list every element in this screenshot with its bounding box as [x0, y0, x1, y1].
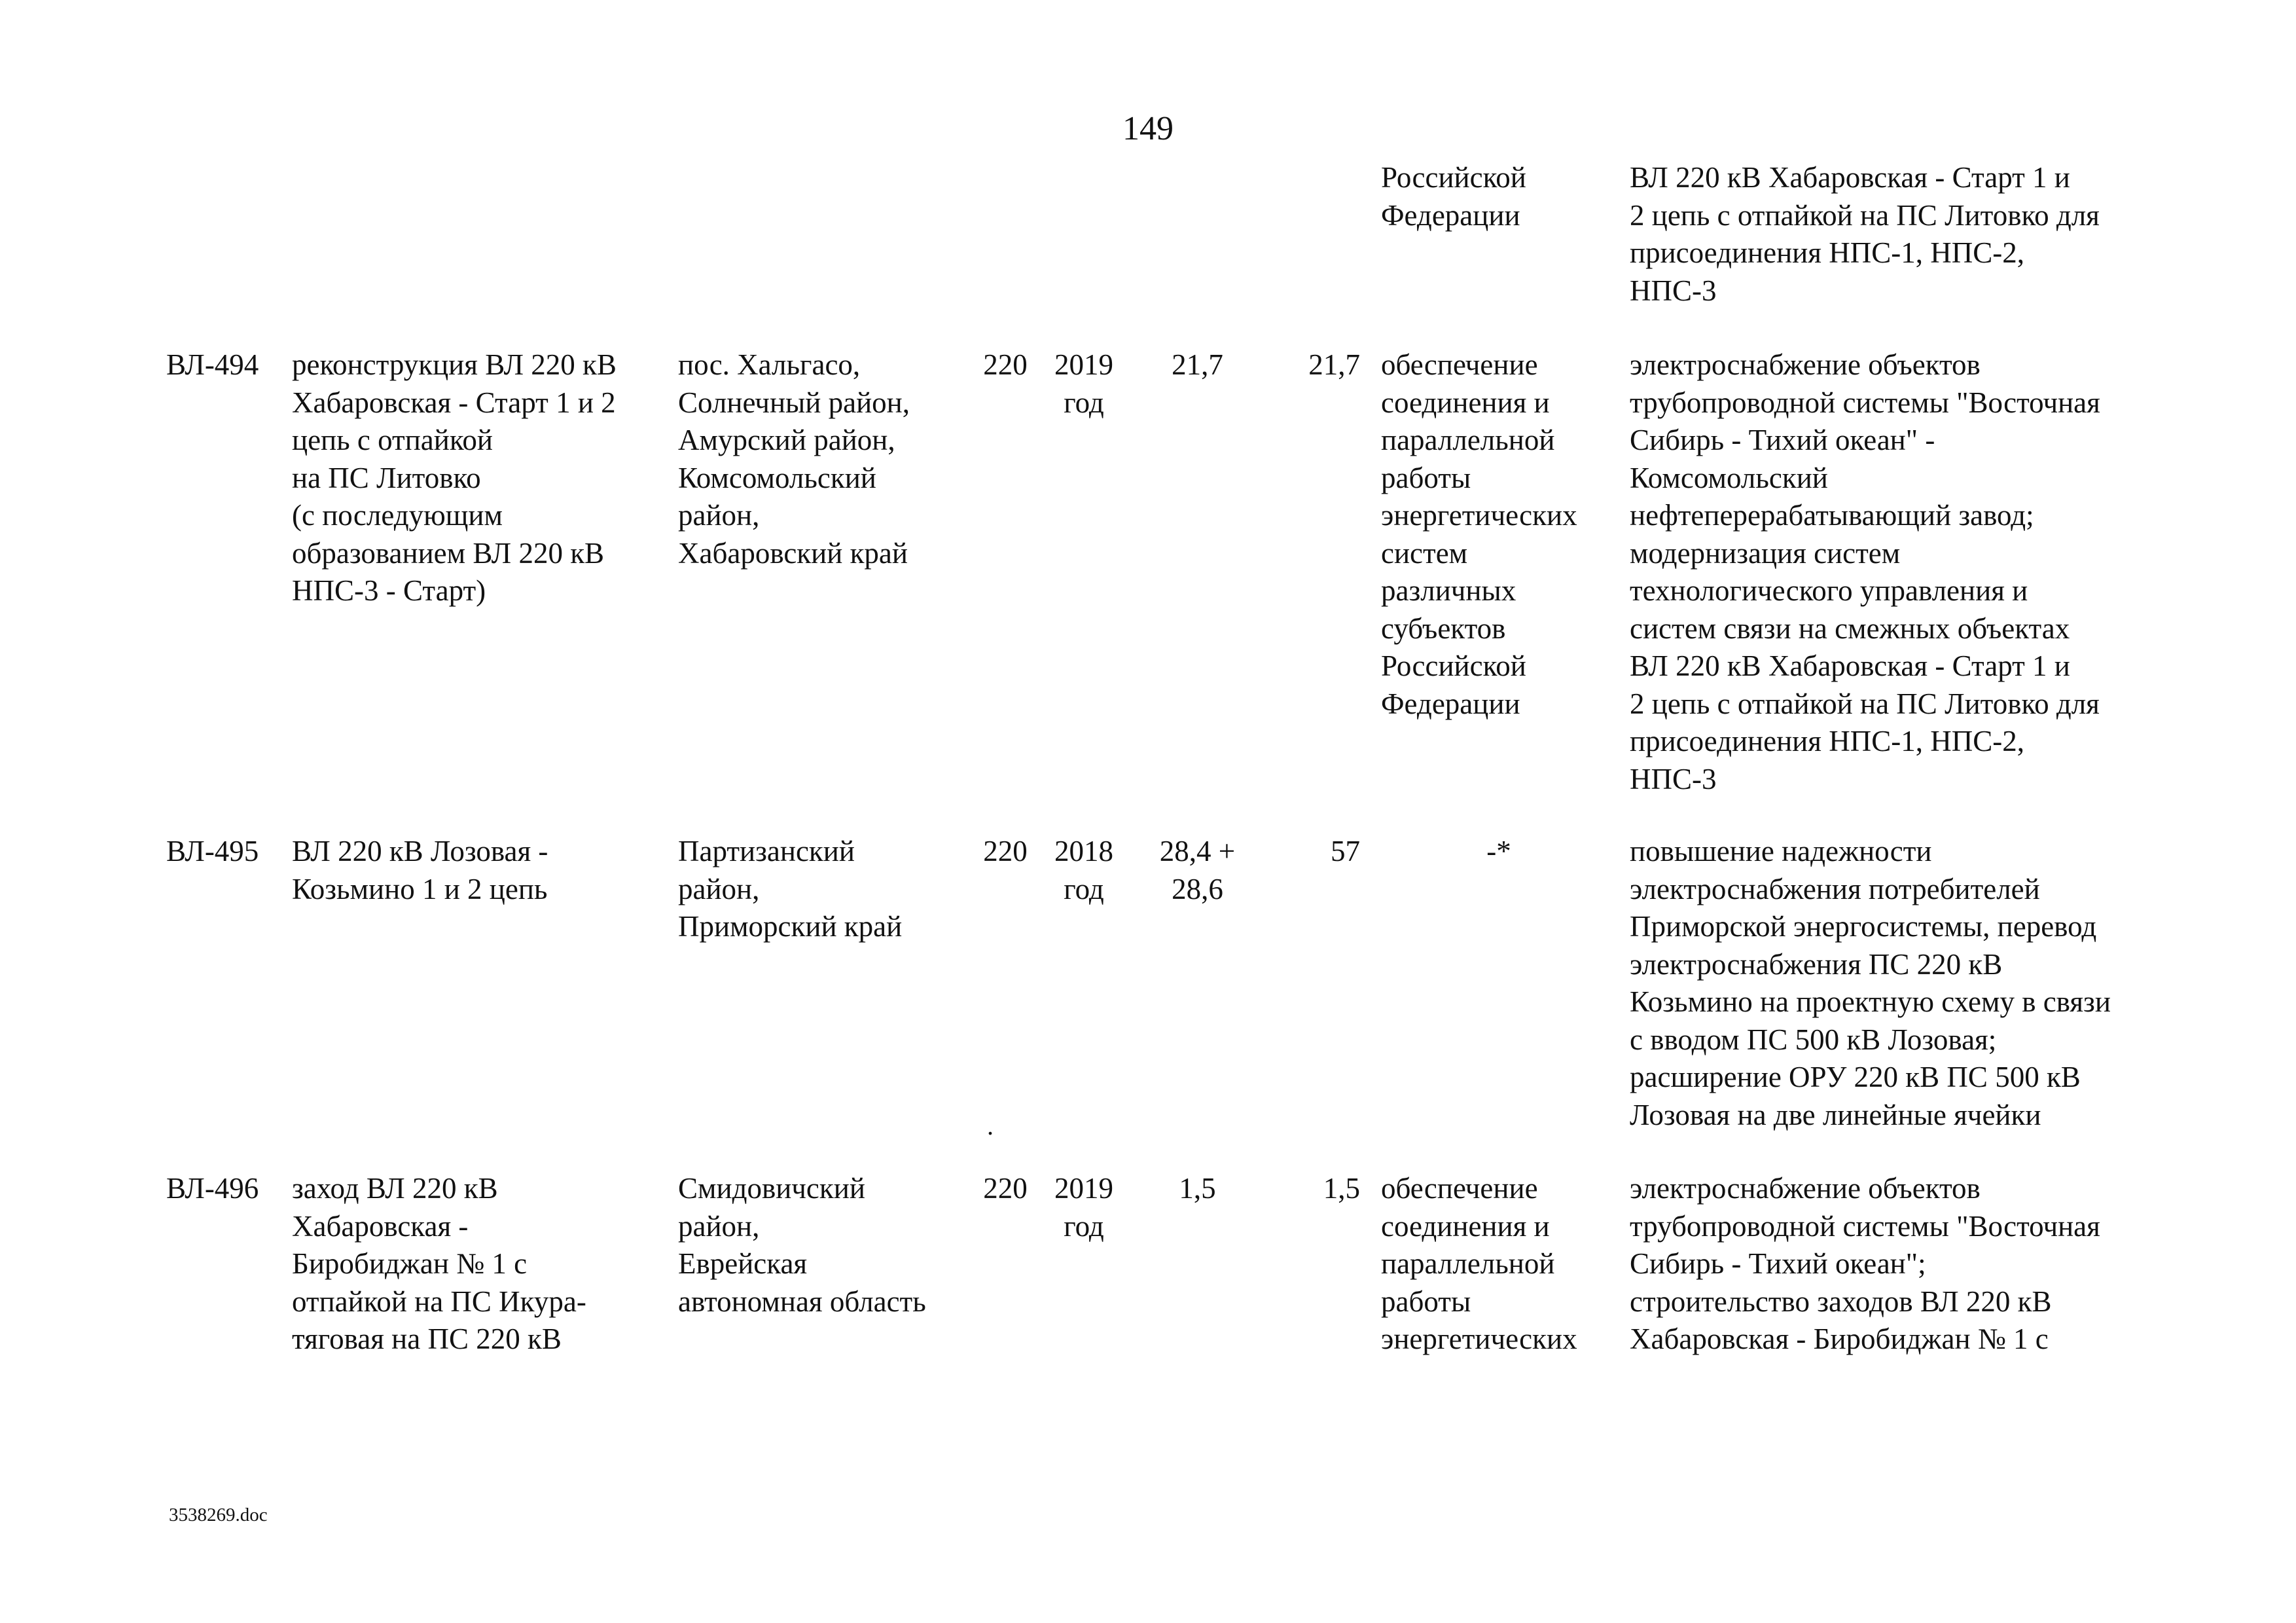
- row-code: ВЛ-494: [166, 348, 259, 381]
- row-total: 1,5: [1323, 1172, 1360, 1205]
- row-length: 21,7: [1172, 348, 1223, 381]
- row-code: ВЛ-495: [166, 835, 259, 867]
- row-total: 57: [1331, 835, 1360, 867]
- continuation-notes: ВЛ 220 кВ Хабаровская - Старт 1 и 2 цепь с отпайкой на ПС Литовко для присоединения НПС-1, НПС-2, НПС-3: [1630, 161, 2100, 307]
- row-purpose: обеспечение соединения и параллельной работы энергетических систем различных субъектов Российской Федерации: [1381, 348, 1577, 720]
- row-year: 2018 год: [1054, 835, 1113, 905]
- row-total: 21,7: [1308, 348, 1360, 381]
- page-number: 149: [1122, 110, 1174, 147]
- row-voltage: 220: [983, 1172, 1028, 1205]
- document-id: 3538269.doc: [169, 1504, 268, 1525]
- row-location: Партизанский район, Приморский край: [678, 835, 903, 943]
- row-length: 28,4 + 28,6: [1159, 835, 1236, 905]
- row-length: 1,5: [1179, 1172, 1216, 1205]
- row-name: ВЛ 220 кВ Лозовая - Козьмино 1 и 2 цепь: [292, 835, 548, 905]
- row-location: пос. Хальгасо, Солнечный район, Амурский район, Комсомольский район, Хабаровский край: [678, 348, 910, 570]
- row-year: 2019 год: [1054, 348, 1113, 419]
- row-name: реконструкция ВЛ 220 кВ Хабаровская - Старт 1 и 2 цепь с отпайкой на ПС Литовко (с последующим образованием ВЛ 220 кВ НПС-3 - Старт): [292, 348, 617, 607]
- row-voltage: 220: [983, 835, 1028, 867]
- row-notes: электроснабжение объектов трубопроводной системы "Восточная Сибирь - Тихий океан"; строительство заходов ВЛ 220 кВ Хабаровская - Биробиджан № 1 с: [1630, 1172, 2100, 1355]
- row-location: Смидовичский район, Еврейская автономная область: [678, 1172, 926, 1318]
- row-name: заход ВЛ 220 кВ Хабаровская - Биробиджан № 1 с отпайкой на ПС Икура- тяговая на ПС 220 кВ: [292, 1172, 586, 1355]
- row-notes: электроснабжение объектов трубопроводной системы "Восточная Сибирь - Тихий океан" - Комсомольский нефтеперерабатывающий завод; модернизация систем технологического управления и систем связи на смежных объектах ВЛ 220 кВ Хабаровская - Старт 1 и 2 цепь с отпайкой на ПС Литовко для присоединения НПС-1, НПС-2, НПС-3: [1630, 348, 2100, 795]
- continuation-purpose: Российской Федерации: [1381, 161, 1526, 232]
- row-code: ВЛ-496: [166, 1172, 259, 1205]
- row-purpose: -*: [1486, 835, 1511, 867]
- row-year: 2019 год: [1054, 1172, 1113, 1243]
- stray-dot: .: [987, 1111, 994, 1140]
- row-notes: повышение надежности электроснабжения потребителей Приморской энергосистемы, перевод электроснабжения ПС 220 кВ Козьмино на проектную схему в связи с вводом ПС 500 кВ Лозовая; расширение ОРУ 220 кВ ПС 500 кВ Лозовая на две линейные ячейки: [1630, 835, 2111, 1131]
- row-purpose: обеспечение соединения и параллельной работы энергетических: [1381, 1172, 1577, 1355]
- row-voltage: 220: [983, 348, 1028, 381]
